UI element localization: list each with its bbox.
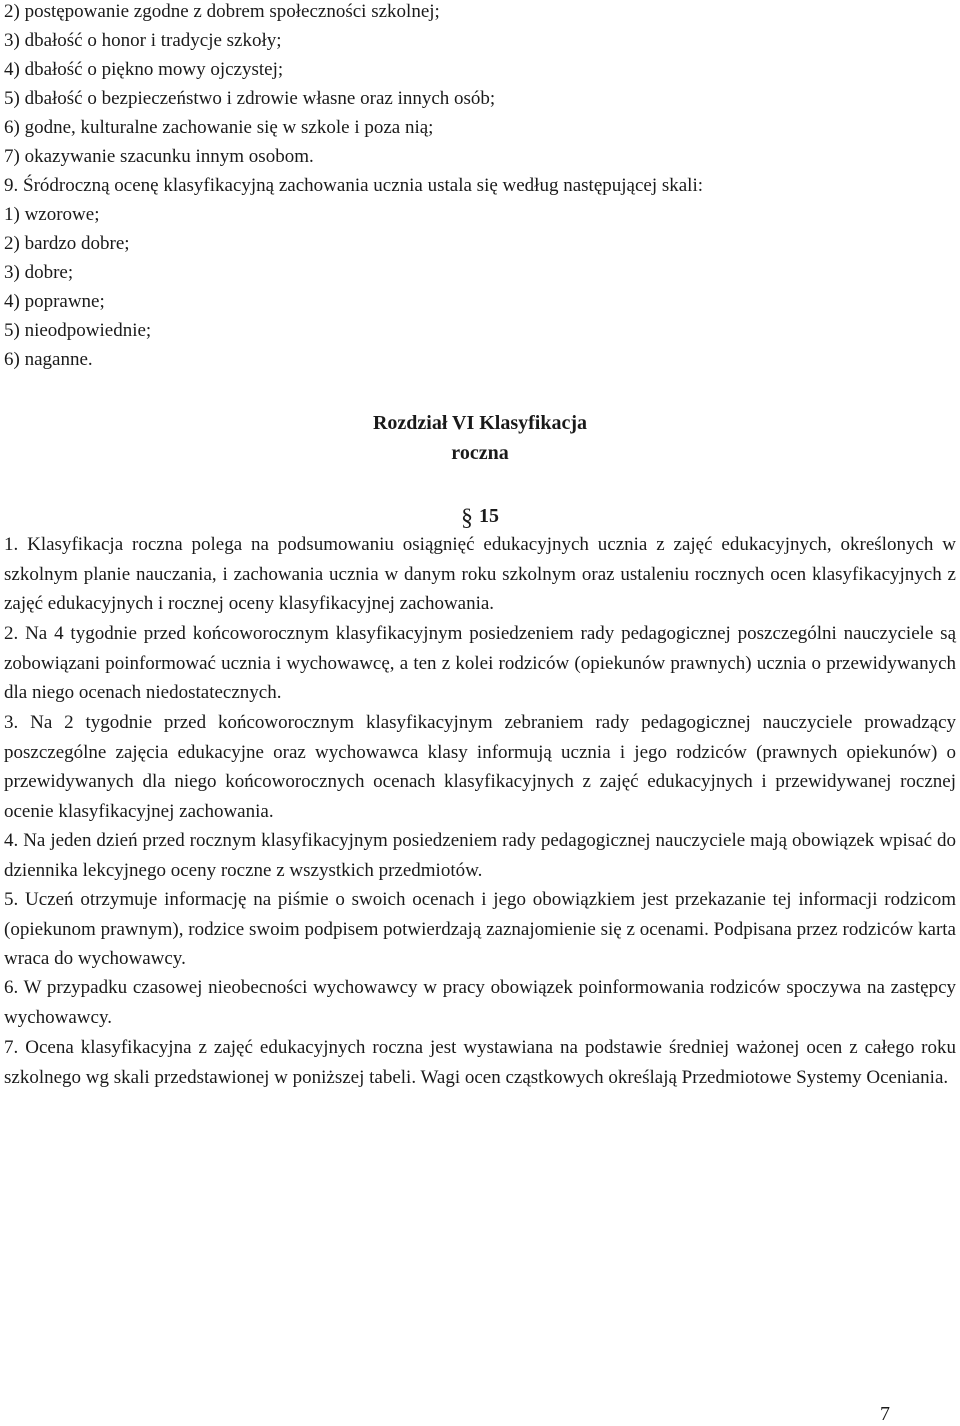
paragraph-1: 1. Klasyfikacja roczna polega na podsumowaniu osiągnięć edukacyjnych ucznia z zajęć edukacyjnych, określonych w szkolnym planie nauczania, i zachowania ucznia w danym roku szkolnym oraz ustaleniu rocznych ocen klasyfikacyjnych z zajęć edukacyjnych i rocznej oceny klasyfikacyjnej zachowania.	[4, 534, 956, 615]
list-item: 3) dbałość o honor i tradycje szkoły;	[4, 30, 282, 51]
section-heading	[4, 503, 956, 531]
list-item: 5) dbałość o bezpieczeństwo i zdrowie własne oraz innych osób;	[4, 88, 496, 109]
list-item: 6) naganne.	[4, 349, 93, 370]
paragraph-6: 6. W przypadku czasowej nieobecności wychowawcy w pracy obowiązek poinformowania rodziców spoczywa na zastępcy wychowawcy.	[4, 977, 956, 1028]
paragraph-3: 3. Na 2 tygodnie przed końcoworocznym klasyfikacyjnym zebraniem rady pedagogicznej nauczyciele prowadzący poszczególne zajęcia edukacyjne oraz wychowawca klasy informują ucznia i jego rodziców (prawnych opiekunów) o przewidywanych dla niego końcoworocznych ocenach klasyfikacyjnych z zajęć edukacyjnych i przewidywanej rocznej ocenie klasyfikacyjnej zachowania.	[4, 712, 956, 822]
chapter-subtitle: roczna	[451, 442, 509, 464]
paragraph-7: 7. Ocena klasyfikacyjna z zajęć edukacyjnych roczna jest wystawiana na podstawie średniej ważonej ocen z całego roku szkolnego wg skali przedstawionej w poniższej tabeli. Wagi ocen cząstkowych określają Przedmiotowe Systemy Oceniania.	[4, 1037, 956, 1088]
page-number: 7	[880, 1403, 890, 1425]
paragraph-2: 2. Na 4 tygodnie przed końcoworocznym klasyfikacyjnym posiedzeniem rady pedagogicznej poszczególni nauczyciele są zobowiązani poinformować ucznia i wychowawcę, a ten z kolei rodziców (opiekunów prawnych) ucznia o przewidywanych dla niego ocenach niedostatecznych.	[4, 623, 956, 704]
list-item: 4) dbałość o piękno mowy ojczystej;	[4, 59, 284, 80]
list-item: 2) bardzo dobre;	[4, 233, 130, 254]
list-item: 7) okazywanie szacunku innym osobom.	[4, 146, 314, 167]
list-item: 5) nieodpowiednie;	[4, 320, 152, 341]
paragraph-4: 4. Na jeden dzień przed rocznym klasyfikacyjnym posiedzeniem rady pedagogicznej nauczyciele mają obowiązek wpisać do dziennika lekcyjnego oceny roczne z wszystkich przedmiotów.	[4, 830, 956, 881]
list-item: 1) wzorowe;	[4, 204, 100, 225]
paragraph-5: 5. Uczeń otrzymuje informację na piśmie o swoich ocenach i jego obowiązkiem jest przekazanie tej informacji rodzicom (opiekunom prawnym), rodzice swoim podpisem potwierdzają zaznajomienie się z ocenami. Podpisana przez rodziców karta wraca do wychowawcy.	[4, 889, 956, 970]
list-item: 4) poprawne;	[4, 291, 105, 312]
list-item: 6) godne, kulturalne zachowanie się w szkole i poza nią;	[4, 117, 434, 138]
section-number: 15	[479, 505, 499, 527]
list-item: 2) postępowanie zgodne z dobrem społeczności szkolnej;	[4, 1, 440, 22]
grading-scale-intro: 9. Śródroczną ocenę klasyfikacyjną zachowania ucznia ustala się według następującej skali:	[4, 175, 704, 196]
section-sign: §	[461, 505, 473, 531]
list-item: 3) dobre;	[4, 262, 74, 283]
chapter-title: Rozdział VI Klasyfikacja	[372, 412, 588, 434]
document-page	[4, 0, 956, 1424]
